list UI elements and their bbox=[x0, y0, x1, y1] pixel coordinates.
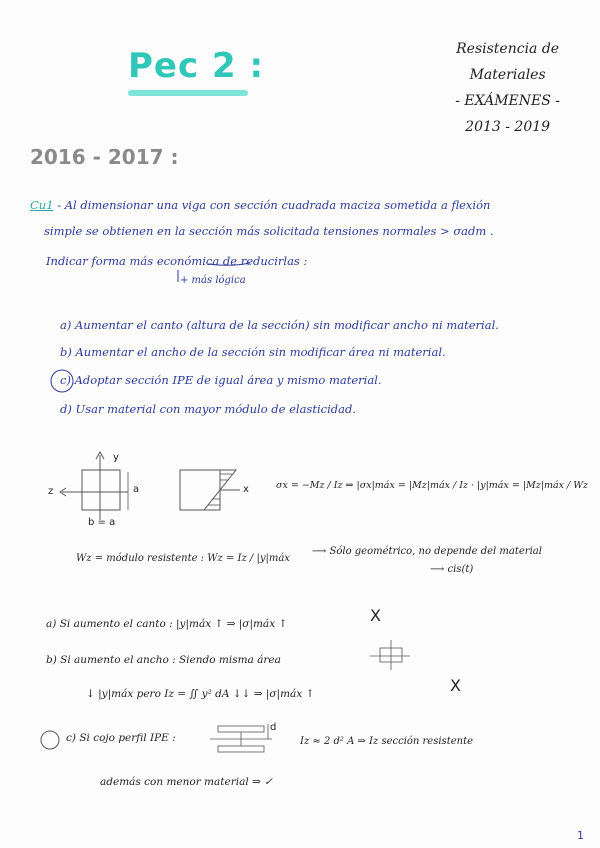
wide-section-sketch bbox=[370, 640, 410, 670]
reasoning-c-formula: Iz ≈ 2 d² A ⇒ Iz sección resistente bbox=[300, 736, 474, 747]
reasoning-b: b) Si aumento el ancho : Siendo misma área bbox=[46, 654, 281, 666]
stress-formula: σx = −Mz / Iz ⇒ |σx|máx = |Mz|máx / Iz · |y|máx = |Mz|máx / Wz bbox=[276, 480, 588, 491]
year-heading: 2016 - 2017 : bbox=[30, 145, 179, 169]
option-a: a) Aumentar el canto (altura de la sección) sin modificar ancho ni material. bbox=[60, 318, 499, 332]
reasoning-b-mark: X bbox=[450, 676, 461, 695]
page-title: Pec 2 : bbox=[128, 46, 265, 86]
question-text-1: - Al dimensionar una viga con sección cuadrada maciza sometida a flexión bbox=[57, 198, 491, 212]
axis-x-label: x bbox=[243, 484, 249, 495]
dimension-a-label: a bbox=[133, 484, 140, 495]
subject-line-3: - EXÁMENES - bbox=[455, 93, 560, 109]
dimension-b-label: b = a bbox=[88, 517, 116, 528]
subject-line-1: Resistencia de bbox=[456, 41, 560, 57]
option-d: d) Usar material con mayor módulo de elasticidad. bbox=[60, 402, 356, 416]
axis-z-label: z bbox=[48, 486, 54, 497]
reasoning-b-2: ↓ |y|máx pero Iz = ∬ y² dA ↓↓ ⇒ |σ|máx ↑ bbox=[86, 688, 315, 700]
subject-line-4: 2013 - 2019 bbox=[465, 119, 551, 135]
reasoning-a: a) Si aumento el canto : |y|máx ↑ ⇒ |σ|máx ↑ bbox=[46, 618, 288, 630]
reasoning-c-2: además con menor material ⇒ ✓ bbox=[100, 776, 273, 788]
ipe-section-sketch bbox=[210, 724, 272, 752]
ipe-dimension-d: d bbox=[270, 722, 277, 733]
stress-distribution-sketch bbox=[180, 470, 240, 510]
subject-line-2: Materiales bbox=[469, 67, 546, 83]
wz-note: ⟶ Sólo geométrico, no depende del material bbox=[312, 546, 542, 557]
page-number: 1 bbox=[577, 829, 584, 842]
option-b: b) Aumentar el ancho de la sección sin modificar área ni material. bbox=[60, 345, 446, 359]
reasoning-a-mark: X bbox=[370, 606, 381, 625]
option-c: c) Adoptar sección IPE de igual área y mismo material. bbox=[60, 373, 382, 387]
question-note: + más lógica bbox=[180, 275, 246, 286]
reasoning-c: c) Si cojo perfil IPE : bbox=[66, 732, 176, 744]
question-line-3: Indicar forma más económica de reducirlas : bbox=[46, 254, 308, 268]
wz-definition: Wz = módulo resistente : Wz = Iz / |y|máx bbox=[76, 553, 290, 564]
question-line-2: simple se obtienen en la sección más solicitada tensiones normales > σadm . bbox=[44, 224, 494, 238]
axis-y-label: y bbox=[113, 452, 119, 463]
wz-note-2: ⟶ cis(t) bbox=[430, 564, 474, 575]
question-label: Cu1 bbox=[30, 198, 54, 212]
